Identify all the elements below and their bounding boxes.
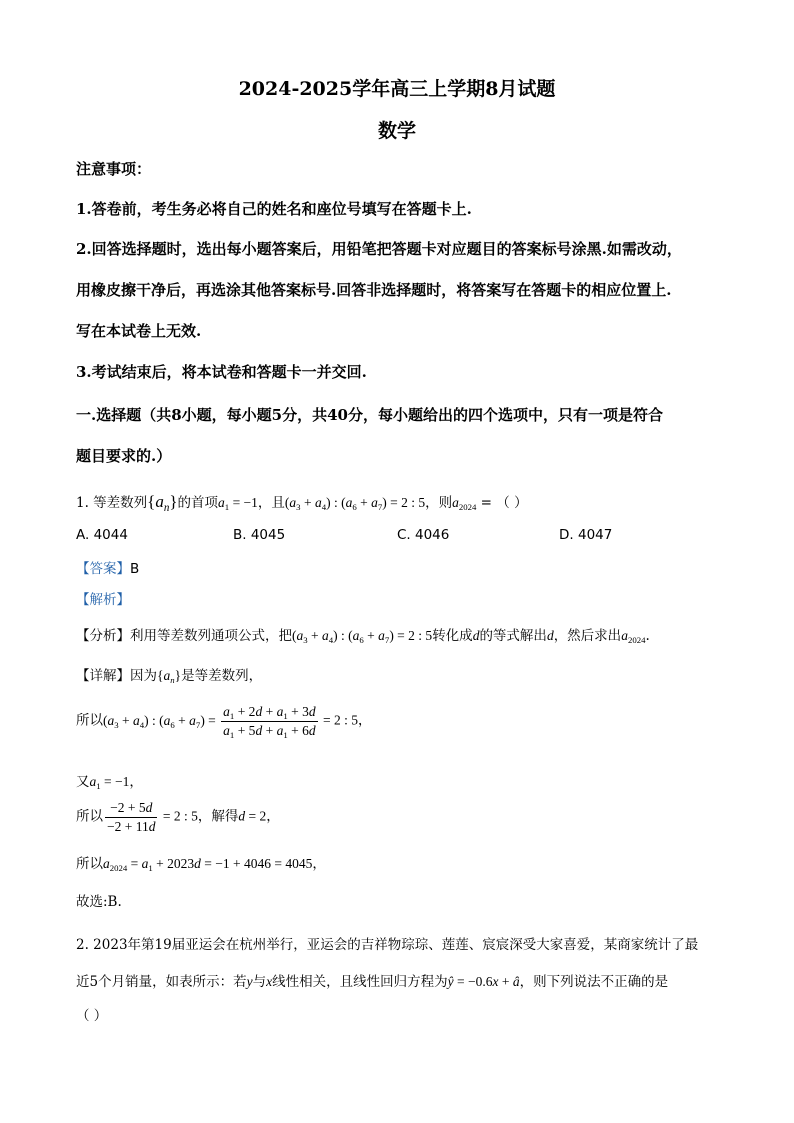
question-2-line3: （ ） [76, 1008, 108, 1024]
conclusion: 故选:B. [76, 894, 122, 910]
answer-value: B [130, 561, 140, 577]
step-a1: 又$a_1 = -1$， [76, 774, 143, 792]
question-2-line1: 2. 2023年第19届亚运会在杭州举行，亚运会的吉祥物琮琮、莲莲、宸宸深受大家喜爱，某商家统计了最 [76, 937, 699, 953]
subject-title: 数学 [377, 120, 416, 142]
question-2-line2: 近5个月销量，如表所示：若y与x线性相关，且线性回归方程为ŷ = −0.6x + â，则下列说法不正确的是 [76, 974, 669, 990]
notice-item-2-line3: 写在本试卷上无效. [76, 322, 202, 340]
analysis-tag: 【解析】 [76, 592, 130, 608]
notice-item-1: 1.答卷前，考生务必将自己的姓名和座位号填写在答题卡上. [76, 200, 472, 218]
section-heading-line1: 一.选择题（共8小题，每小题5分，共40分，每小题给出的四个选项中，只有一项是符合 [76, 406, 663, 424]
fenxi-line: 【分析】利用等差数列通项公式，把$(a_3 + a_4)$ : $(a_6 + a_7) = 2$ : 5转化成d的等式解出d，然后求出$a_{2024}$. [76, 628, 650, 646]
section-heading-line2: 题目要求的.） [76, 447, 172, 465]
option-c: C. 4046 [397, 527, 450, 543]
notice-item-2-line1: 2.回答选择题时，选出每小题答案后，用铅笔把答题卡对应题目的答案标号涂黑.如需改动， [76, 240, 682, 258]
step-solve-d: 所以 $\frac{-2 + 5d}{-2 + 11d}$ = 2 : 5，解得d = 2， [76, 800, 280, 834]
notice-item-2-line2: 用橡皮擦干净后，再选涂其他答案标号.回答非选择题时，将答案写在答题卡的相应位置上. [76, 281, 672, 299]
answer-tag: 【答案】 [76, 561, 130, 577]
exam-title: 2024-2025学年高三上学期8月试题 [238, 78, 556, 100]
notice-item-3: 3.考试结束后，将本试卷和答题卡一并交回. [76, 363, 367, 381]
step-ratio: 所以$(a_3 + a_4)$ : $(a_6 + a_7)$ = $\frac{a_1 + 2d + a_1 + 3d}{a_1 + 5d + a_1 + 6d}$ = 2 : 5， [76, 704, 372, 740]
step-a2024: 所以$a_{2024} = a_1 + 2023d = -1 + 4046 = 4045$， [76, 856, 326, 874]
notice-heading: 注意事项： [76, 160, 152, 178]
detail-line: 【详解】因为$\{a_n\}$是等差数列， [76, 668, 263, 686]
option-b: B. 4045 [233, 527, 286, 543]
answer-line [76, 557, 139, 577]
question-1-stem: 1. 等差数列$\{a_n\}$的首项$a_1 = -1$，且$(a_3 + a_4)$ : $(a_6 + a_7) = 2$ : 5，则$a_{2024}$ = （ ） [76, 492, 528, 514]
option-a: A. 4044 [76, 527, 128, 543]
option-d: D. 4047 [559, 527, 613, 543]
